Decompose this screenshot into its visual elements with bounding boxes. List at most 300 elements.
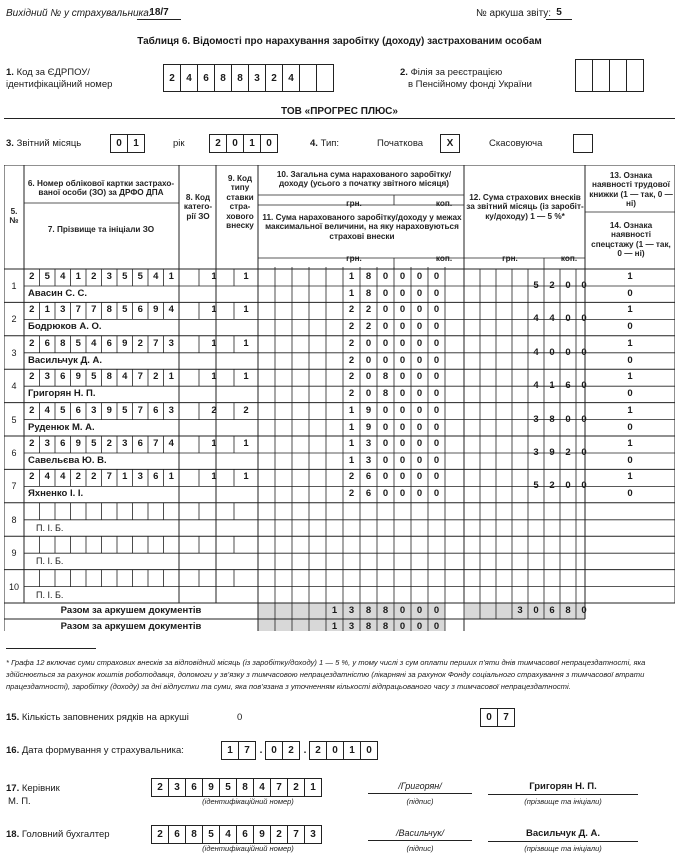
flag13-value[interactable]: 1 [627,371,633,383]
rate-type-code[interactable]: 1 [243,337,249,349]
card-digit[interactable]: 4 [153,271,159,282]
flag13-value[interactable]: 1 [627,304,633,316]
sum10-digit[interactable]: 1 [348,438,355,449]
sum10-digit[interactable]: 2 [348,304,355,316]
card-digit[interactable]: 7 [91,304,97,316]
sum11-digit[interactable]: 2 [365,321,372,333]
flag13-value[interactable]: 1 [627,438,633,449]
card-digit[interactable]: 1 [168,471,174,483]
sum12-digit[interactable]: 0 [581,346,587,358]
sum12-digit[interactable]: 0 [581,480,587,492]
sum10-digit[interactable]: 0 [416,404,423,416]
f2cells-cell[interactable] [592,59,610,92]
card-digit[interactable]: 3 [60,304,66,316]
card-digit[interactable]: 5 [44,271,50,282]
f17-cell[interactable]: 3 [168,778,186,797]
sum10-digit[interactable]: 1 [348,404,355,416]
insured-name[interactable]: Бодрюков А. О. [28,321,102,333]
sum11-digit[interactable]: 0 [416,321,423,333]
card-digit[interactable]: 7 [75,304,81,316]
f1cells-cell[interactable]: 2 [265,64,283,92]
sum10-digit[interactable]: 0 [433,404,440,416]
sum10-digit[interactable]: 0 [399,304,406,316]
sum12-digit[interactable]: 1 [549,380,555,392]
flag13-value[interactable]: 1 [627,404,633,416]
card-digit[interactable]: 9 [75,371,81,383]
sum10-digit[interactable]: 0 [433,371,440,383]
sum10-digit[interactable]: 0 [382,404,389,416]
sum10-digit[interactable]: 0 [399,371,406,383]
sum10-digit[interactable]: 0 [416,371,423,383]
f18-cell[interactable]: 5 [202,825,220,844]
f1cells-cell[interactable]: 8 [231,64,249,92]
f2cells-cell[interactable] [626,59,644,92]
card-digit[interactable]: 4 [122,371,128,383]
sum12-digit[interactable]: 0 [581,380,587,392]
card-digit[interactable]: 2 [91,271,97,282]
card-digit[interactable]: 7 [153,438,159,449]
card-digit[interactable]: 5 [91,371,97,383]
sum10-digit[interactable]: 0 [365,337,372,349]
sum10-digit[interactable]: 0 [416,304,423,316]
sum11-digit[interactable]: 8 [365,288,372,299]
f3m-cell[interactable]: 1 [127,134,145,153]
sheet-number-value[interactable]: 5 [546,8,572,20]
rate-type-code[interactable]: 2 [243,404,249,416]
outgoing-number-value[interactable]: 18/7 [137,8,181,20]
category-code[interactable]: 1 [211,304,217,316]
sum10-digit[interactable]: 0 [433,471,440,483]
card-digit[interactable]: 8 [106,371,112,383]
card-digit[interactable]: 4 [44,404,50,416]
sum11-digit[interactable]: 0 [433,288,440,299]
total11-digit[interactable]: 8 [382,621,389,632]
total11-digit[interactable]: 0 [416,621,423,632]
sum11-digit[interactable]: 0 [382,488,389,500]
insured-name[interactable]: Григорян Н. П. [28,388,96,400]
flag13-value[interactable]: 1 [627,337,633,349]
sum11-digit[interactable]: 0 [416,388,423,400]
card-digit[interactable]: 9 [122,337,128,349]
flag14-value[interactable]: 0 [627,455,633,466]
branch-code-cells[interactable] [576,59,644,78]
card-digit[interactable]: 7 [137,371,143,383]
card-digit[interactable]: 5 [122,304,128,316]
sum10-digit[interactable]: 0 [416,438,423,449]
sum12-digit[interactable]: 2 [549,280,555,291]
total10-digit[interactable]: 8 [382,605,389,616]
card-digit[interactable]: 7 [153,337,159,349]
card-digit[interactable]: 9 [153,304,159,316]
total12-digit[interactable]: 6 [549,605,555,616]
insured-name[interactable]: Савельєва Ю. В. [28,455,107,466]
flag13-value[interactable]: 1 [627,471,633,483]
f17-cell[interactable]: 2 [287,778,305,797]
sum11-digit[interactable]: 0 [433,354,440,366]
f17-cell[interactable]: 8 [236,778,254,797]
f17-cell[interactable]: 2 [151,778,169,797]
sum10-digit[interactable]: 0 [399,438,406,449]
sum11-digit[interactable]: 6 [365,488,372,500]
insured-name[interactable]: Руденюк М. А. [28,421,95,433]
card-digit[interactable]: 5 [91,438,97,449]
total10-digit[interactable]: 0 [399,605,406,616]
card-digit[interactable]: 3 [168,337,174,349]
card-digit[interactable]: 6 [75,404,81,416]
sum11-digit[interactable]: 0 [399,288,406,299]
card-digit[interactable]: 2 [91,471,97,483]
sum10-digit[interactable]: 0 [399,271,406,282]
f18-cell[interactable]: 2 [270,825,288,844]
sum11-digit[interactable]: 0 [382,288,389,299]
total12-digit[interactable]: 0 [533,605,539,616]
flag14-value[interactable]: 0 [627,354,633,366]
card-digit[interactable]: 2 [29,404,35,416]
sum10-digit[interactable]: 0 [399,404,406,416]
card-digit[interactable]: 2 [106,438,112,449]
sum11-digit[interactable]: 0 [399,488,406,500]
card-digit[interactable]: 4 [91,337,97,349]
formation-date-cells[interactable] [222,741,378,760]
f18-cell[interactable]: 8 [185,825,203,844]
card-digit[interactable]: 2 [29,471,35,483]
sum10-digit[interactable]: 6 [365,471,372,483]
sum11-digit[interactable]: 0 [365,354,372,366]
card-digit[interactable]: 6 [137,304,143,316]
category-code[interactable]: 1 [211,471,217,483]
sum12-digit[interactable]: 5 [533,280,539,291]
flag14-value[interactable]: 0 [627,388,633,400]
insured-name[interactable]: Яхненко І. І. [28,488,84,500]
f1cells-cell[interactable] [316,64,334,92]
sum10-digit[interactable]: 0 [416,271,423,282]
sum10-digit[interactable]: 2 [348,471,355,483]
sum11-digit[interactable]: 0 [365,388,372,400]
total10-digit[interactable]: 8 [365,605,372,616]
f18-cell[interactable]: 7 [287,825,305,844]
sum12-digit[interactable]: 9 [549,447,555,458]
sum10-digit[interactable]: 9 [365,404,372,416]
date-cell[interactable]: 2 [309,741,327,760]
director-id-cells[interactable] [152,778,322,797]
f3y-cell[interactable]: 1 [243,134,261,153]
sum11-digit[interactable]: 1 [348,288,355,299]
sum11-digit[interactable]: 2 [348,488,355,500]
sum11-digit[interactable]: 0 [416,288,423,299]
sum11-digit[interactable]: 0 [399,421,406,433]
flag14-value[interactable]: 0 [627,488,633,500]
f1cells-cell[interactable]: 2 [163,64,181,92]
card-digit[interactable]: 1 [168,371,174,383]
card-digit[interactable]: 5 [137,271,143,282]
rows-count-cells[interactable] [481,708,515,727]
sum11-digit[interactable]: 0 [399,455,406,466]
card-digit[interactable]: 3 [168,404,174,416]
card-digit[interactable]: 7 [137,404,143,416]
card-digit[interactable]: 3 [44,438,50,449]
sum10-digit[interactable]: 0 [382,271,389,282]
card-digit[interactable]: 1 [168,271,174,282]
f15-cell[interactable]: 7 [497,708,515,727]
card-digit[interactable]: 1 [75,271,81,282]
sum12-digit[interactable]: 8 [549,413,555,425]
f17-cell[interactable]: 7 [270,778,288,797]
date-cell[interactable]: 1 [221,741,239,760]
card-digit[interactable]: 6 [60,438,66,449]
sum12-digit[interactable]: 2 [549,480,555,492]
card-digit[interactable]: 2 [153,371,159,383]
card-digit[interactable]: 4 [60,271,66,282]
sum12-digit[interactable]: 0 [581,413,587,425]
sum11-digit[interactable]: 1 [348,455,355,466]
sum10-digit[interactable]: 1 [348,271,355,282]
flag14-value[interactable]: 0 [627,288,633,299]
report-month-cells[interactable] [111,134,145,153]
card-digit[interactable]: 2 [29,271,35,282]
rate-type-code[interactable]: 1 [243,471,249,483]
card-digit[interactable]: 6 [153,471,159,483]
card-digit[interactable]: 4 [168,438,174,449]
card-digit[interactable]: 6 [106,337,112,349]
total10-digit[interactable]: 1 [331,605,338,616]
card-digit[interactable]: 9 [75,438,81,449]
sum11-digit[interactable]: 0 [382,455,389,466]
sum12-digit[interactable]: 4 [533,346,539,358]
f17-cell[interactable]: 9 [202,778,220,797]
f3y-cell[interactable]: 0 [226,134,244,153]
sum10-digit[interactable]: 0 [382,438,389,449]
total12-digit[interactable]: 0 [581,605,587,616]
category-code[interactable]: 1 [211,337,217,349]
sum12-digit[interactable]: 0 [565,346,571,358]
f18-cell[interactable]: 3 [304,825,322,844]
card-digit[interactable]: 5 [122,271,128,282]
f1cells-cell[interactable] [299,64,317,92]
insured-name[interactable]: Васильчук Д. А. [28,354,103,366]
f3m-cell[interactable]: 0 [110,134,128,153]
date-cell[interactable]: 1 [343,741,361,760]
f17-cell[interactable]: 6 [185,778,203,797]
sum11-digit[interactable]: 2 [348,388,355,400]
sum11-digit[interactable]: 0 [382,321,389,333]
sum11-digit[interactable]: 0 [399,354,406,366]
total12-digit[interactable]: 8 [565,605,571,616]
f1cells-cell[interactable]: 4 [180,64,198,92]
sum12-digit[interactable]: 0 [565,313,571,325]
f3y-cell[interactable]: 0 [260,134,278,153]
card-digit[interactable]: 8 [106,304,112,316]
date-cell[interactable]: 0 [265,741,283,760]
sum12-digit[interactable]: 2 [565,447,571,458]
card-digit[interactable]: 1 [122,471,128,483]
card-digit[interactable]: 3 [106,271,112,282]
total10-digit[interactable]: 0 [433,605,440,616]
sum12-digit[interactable]: 3 [533,447,539,458]
total11-digit[interactable]: 0 [433,621,440,632]
f18-cell[interactable]: 4 [219,825,237,844]
sum11-digit[interactable]: 0 [382,354,389,366]
sum12-digit[interactable]: 0 [581,447,587,458]
sum10-digit[interactable]: 3 [365,438,372,449]
card-digit[interactable]: 7 [106,471,112,483]
card-digit[interactable]: 2 [29,371,35,383]
f18-cell[interactable]: 6 [168,825,186,844]
total11-digit[interactable]: 0 [399,621,406,632]
total11-digit[interactable]: 3 [348,621,355,632]
sum11-digit[interactable]: 3 [365,455,372,466]
director-signature[interactable]: /Григорян/ [368,782,472,794]
sum10-digit[interactable]: 0 [433,271,440,282]
flag13-value[interactable]: 1 [627,271,633,282]
total11-digit[interactable]: 1 [331,621,338,632]
edrpou-code-cells[interactable] [164,64,334,92]
sum11-digit[interactable]: 9 [365,421,372,433]
date-cell[interactable]: 0 [360,741,378,760]
date-cell[interactable]: 0 [326,741,344,760]
card-digit[interactable]: 3 [91,404,97,416]
sum11-digit[interactable]: 1 [348,421,355,433]
sum12-digit[interactable]: 0 [565,413,571,425]
sum10-digit[interactable]: 8 [365,271,372,282]
total10-digit[interactable]: 0 [416,605,423,616]
sum12-digit[interactable]: 4 [533,380,539,392]
f3y-cell[interactable]: 2 [209,134,227,153]
sum12-digit[interactable]: 0 [581,280,587,291]
sum12-digit[interactable]: 3 [533,413,539,425]
sum11-digit[interactable]: 0 [433,388,440,400]
category-code[interactable]: 1 [211,271,217,282]
sum10-digit[interactable]: 0 [433,438,440,449]
card-digit[interactable]: 5 [122,404,128,416]
accountant-name[interactable]: Васильчук Д. А. [488,829,638,842]
type-initial-checkbox[interactable]: X [440,134,460,153]
sum10-digit[interactable]: 0 [382,304,389,316]
category-code[interactable]: 1 [211,371,217,383]
sum10-digit[interactable]: 2 [348,371,355,383]
sum10-digit[interactable]: 0 [382,337,389,349]
total11-digit[interactable]: 8 [365,621,372,632]
sum12-digit[interactable]: 4 [549,313,555,325]
card-digit[interactable]: 2 [75,471,81,483]
type-cancel-checkbox[interactable] [573,134,593,153]
rate-type-code[interactable]: 1 [243,438,249,449]
sum10-digit[interactable]: 0 [416,471,423,483]
sum11-digit[interactable]: 0 [433,488,440,500]
card-digit[interactable]: 5 [75,337,81,349]
f2cells-cell[interactable] [575,59,593,92]
f17-cell[interactable]: 5 [219,778,237,797]
rate-type-code[interactable]: 1 [243,271,249,282]
date-cell[interactable]: 2 [282,741,300,760]
total12-digit[interactable]: 3 [517,605,523,616]
card-digit[interactable]: 5 [60,404,66,416]
sum10-digit[interactable]: 0 [399,337,406,349]
sum12-digit[interactable]: 0 [581,313,587,325]
card-digit[interactable]: 2 [29,438,35,449]
flag14-value[interactable]: 0 [627,421,633,433]
rate-type-code[interactable]: 1 [243,304,249,316]
card-digit[interactable]: 2 [29,304,35,316]
card-digit[interactable]: 2 [29,337,35,349]
sum11-digit[interactable]: 0 [433,421,440,433]
f1cells-cell[interactable]: 4 [282,64,300,92]
card-digit[interactable]: 3 [122,438,128,449]
sum10-digit[interactable]: 2 [348,337,355,349]
sum11-digit[interactable]: 0 [382,421,389,433]
f18-cell[interactable]: 2 [151,825,169,844]
sum11-digit[interactable]: 0 [399,321,406,333]
director-name[interactable]: Григорян Н. П. [488,782,638,795]
card-digit[interactable]: 6 [153,404,159,416]
f17-cell[interactable]: 4 [253,778,271,797]
sum11-digit[interactable]: 0 [416,455,423,466]
card-digit[interactable]: 2 [137,337,143,349]
card-digit[interactable]: 4 [168,304,174,316]
sum11-digit[interactable]: 8 [382,388,389,400]
f18-cell[interactable]: 9 [253,825,271,844]
total10-digit[interactable]: 3 [348,605,355,616]
sum12-digit[interactable]: 5 [533,480,539,492]
card-digit[interactable]: 3 [44,371,50,383]
sum12-digit[interactable]: 0 [565,280,571,291]
sum10-digit[interactable]: 0 [433,304,440,316]
sum11-digit[interactable]: 0 [433,321,440,333]
card-digit[interactable]: 9 [106,404,112,416]
sum10-digit[interactable]: 0 [416,337,423,349]
accountant-id-cells[interactable] [152,825,322,844]
sum12-digit[interactable]: 0 [549,346,555,358]
card-digit[interactable]: 4 [44,471,50,483]
card-digit[interactable]: 4 [60,471,66,483]
card-digit[interactable]: 6 [137,438,143,449]
f17-cell[interactable]: 1 [304,778,322,797]
f1cells-cell[interactable]: 8 [214,64,232,92]
report-year-cells[interactable] [210,134,278,153]
sum11-digit[interactable]: 0 [416,488,423,500]
category-code[interactable]: 2 [211,404,217,416]
sum12-digit[interactable]: 0 [565,480,571,492]
card-digit[interactable]: 6 [60,371,66,383]
sum12-digit[interactable]: 6 [565,380,571,392]
sum10-digit[interactable]: 8 [382,371,389,383]
card-digit[interactable]: 3 [137,471,143,483]
card-digit[interactable]: 8 [60,337,66,349]
f18-cell[interactable]: 6 [236,825,254,844]
insured-name[interactable]: Авасин С. С. [28,288,87,299]
sum11-digit[interactable]: 0 [416,354,423,366]
f15-cell[interactable]: 0 [480,708,498,727]
flag14-value[interactable]: 0 [627,321,633,333]
sum11-digit[interactable]: 2 [348,321,355,333]
sum10-digit[interactable]: 0 [365,371,372,383]
f1cells-cell[interactable]: 3 [248,64,266,92]
category-code[interactable]: 1 [211,438,217,449]
sum10-digit[interactable]: 0 [433,337,440,349]
sum10-digit[interactable]: 0 [399,471,406,483]
sum10-digit[interactable]: 0 [382,471,389,483]
rate-type-code[interactable]: 1 [243,371,249,383]
f1cells-cell[interactable]: 6 [197,64,215,92]
sum11-digit[interactable]: 2 [348,354,355,366]
card-digit[interactable]: 1 [44,304,50,316]
sum11-digit[interactable]: 0 [416,421,423,433]
sum11-digit[interactable]: 0 [433,455,440,466]
sum10-digit[interactable]: 2 [365,304,372,316]
date-cell[interactable]: 7 [238,741,256,760]
sum12-digit[interactable]: 4 [533,313,539,325]
f2cells-cell[interactable] [609,59,627,92]
accountant-signature[interactable]: /Васильчук/ [368,829,472,841]
